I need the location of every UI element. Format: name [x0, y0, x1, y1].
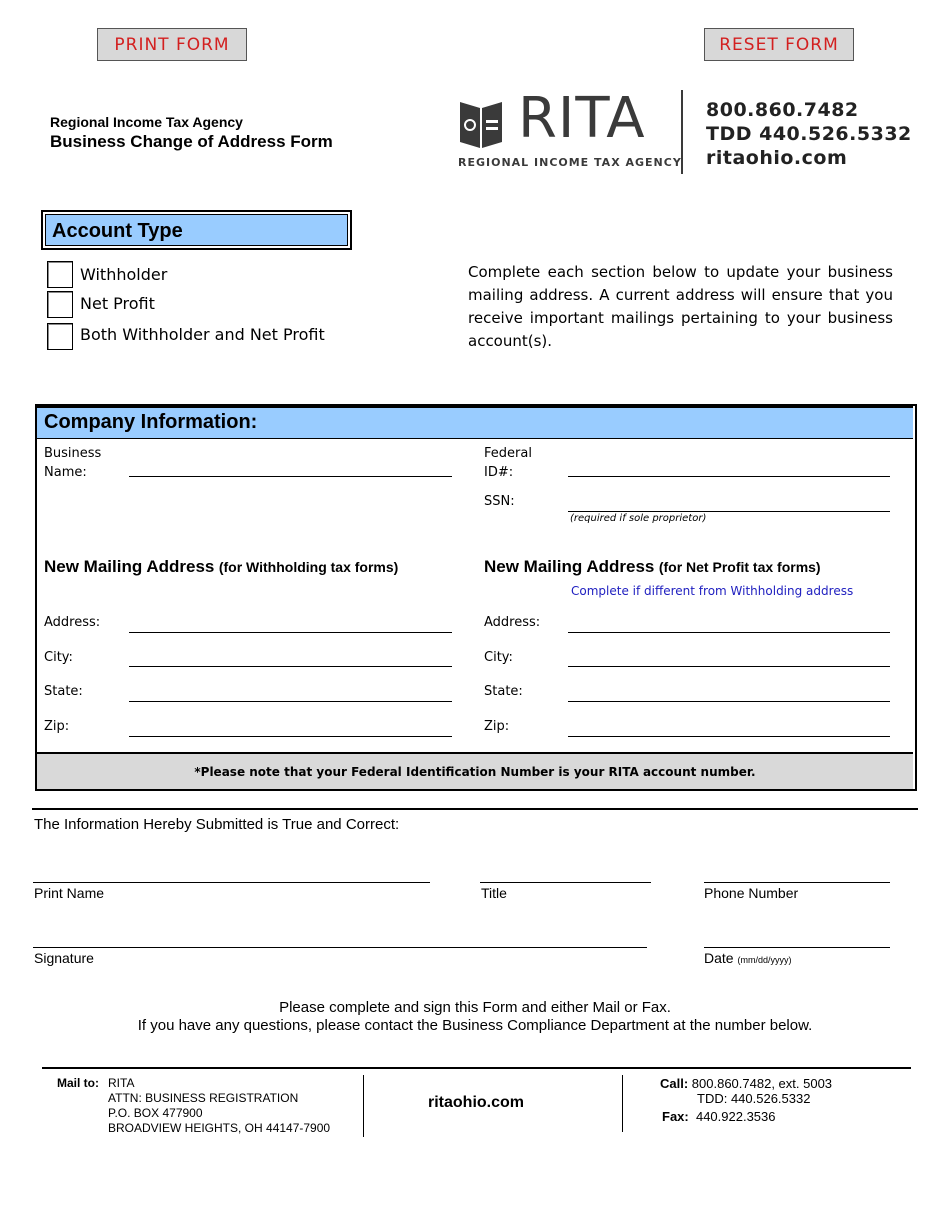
net-profit-address-heading: New Mailing Address (for Net Profit tax forms): [484, 557, 821, 576]
contact-site: ritaohio.com: [706, 147, 848, 169]
account-type-header: [41, 210, 352, 250]
np-address-label: Address:: [484, 615, 541, 630]
instructions: Please complete and sign this Form and either Mail or Fax. If you have any questions, please contact the Business Compliance Department at the number below.: [137, 999, 813, 1034]
section-divider: [32, 808, 918, 810]
federal-id-input[interactable]: [568, 476, 890, 477]
wh-state-label: State:: [44, 684, 83, 699]
signature-label: Signature: [34, 950, 94, 966]
date-input[interactable]: [704, 947, 890, 948]
intro-text: Complete each section below to update your business mailing address. A current address will ensure that you receive important mailings pertaining to your business account(s).: [468, 263, 893, 350]
wh-city-label: City:: [44, 650, 73, 665]
logo-subtitle: REGIONAL INCOME TAX AGENCY: [458, 156, 682, 169]
phone-number-input[interactable]: [704, 882, 890, 883]
company-info-title: Company Information:: [44, 411, 258, 433]
phone-number-label: Phone Number: [704, 885, 799, 901]
np-city-label: City:: [484, 650, 513, 665]
both-label: Both Withholder and Net Profit: [80, 325, 325, 344]
certify-statement: The Information Hereby Submitted is True and Correct:: [34, 816, 400, 833]
fax-line: Fax: 440.922.3536: [662, 1109, 776, 1124]
ssn-note: (required if sole proprietor): [570, 513, 707, 524]
call-line: Call: 800.860.7482, ext. 5003: [660, 1076, 833, 1091]
reset-form-button[interactable]: RESET FORM: [704, 28, 854, 61]
print-form-button[interactable]: PRINT FORM: [97, 28, 247, 61]
withholding-address-heading: New Mailing Address (for Withholding tax forms): [44, 557, 399, 576]
logo-divider: [681, 90, 683, 174]
agency-name: Regional Income Tax Agency: [50, 114, 243, 130]
np-city-input[interactable]: [568, 666, 890, 667]
date-label: Date (mm/dd/yyyy): [704, 950, 792, 966]
np-address-input[interactable]: [568, 632, 890, 633]
wh-zip-input[interactable]: [129, 736, 452, 737]
print-name-label: Print Name: [34, 885, 105, 901]
footer-site: ritaohio.com: [428, 1094, 525, 1111]
signature-input[interactable]: [33, 947, 647, 948]
contact-phone: 800.860.7482: [706, 99, 859, 121]
logo-word: RITA: [518, 86, 646, 151]
net-profit-label: Net Profit: [80, 294, 155, 313]
rita-logo: [458, 86, 682, 176]
business-name-label: Business Name:: [44, 446, 102, 480]
mail-address: RITA ATTN: BUSINESS REGISTRATION P.O. BOX 477900 BROADVIEW HEIGHTS, OH 44147-7900: [108, 1076, 331, 1135]
book-icon: [458, 98, 514, 150]
ssn-input[interactable]: [568, 511, 890, 512]
business-name-input[interactable]: [129, 476, 452, 477]
footer-divider: [42, 1067, 911, 1069]
account-number-notice: *Please note that your Federal Identification Number is your RITA account number.: [37, 752, 913, 789]
net-profit-checkbox[interactable]: [47, 291, 73, 318]
mail-to-label: Mail to:: [57, 1076, 99, 1090]
tdd-line: TDD: 440.526.5332: [697, 1091, 811, 1106]
wh-zip-label: Zip:: [44, 719, 70, 734]
np-zip-input[interactable]: [568, 736, 890, 737]
withholder-checkbox[interactable]: [47, 261, 73, 288]
title-input[interactable]: [480, 882, 651, 883]
print-name-input[interactable]: [33, 882, 430, 883]
company-info-header: [37, 406, 913, 439]
title-label: Title: [481, 885, 507, 901]
both-checkbox[interactable]: [47, 323, 73, 350]
account-type-title: Account Type: [52, 220, 183, 242]
withholder-label: Withholder: [80, 265, 168, 284]
np-state-label: State:: [484, 684, 523, 699]
np-zip-label: Zip:: [484, 719, 510, 734]
wh-city-input[interactable]: [129, 666, 452, 667]
form-title: Business Change of Address Form: [50, 132, 333, 151]
footer-separator-left: [363, 1075, 364, 1137]
contact-block: [706, 98, 912, 170]
np-state-input[interactable]: [568, 701, 890, 702]
wh-address-input[interactable]: [129, 632, 452, 633]
federal-id-label: Federal ID#:: [484, 446, 532, 480]
net-profit-note: Complete if different from Withholding address: [571, 584, 854, 598]
wh-state-input[interactable]: [129, 701, 452, 702]
contact-tdd: TDD 440.526.5332: [706, 123, 912, 145]
wh-address-label: Address:: [44, 615, 101, 630]
footer-separator-right: [622, 1075, 623, 1132]
ssn-label: SSN:: [484, 494, 515, 509]
